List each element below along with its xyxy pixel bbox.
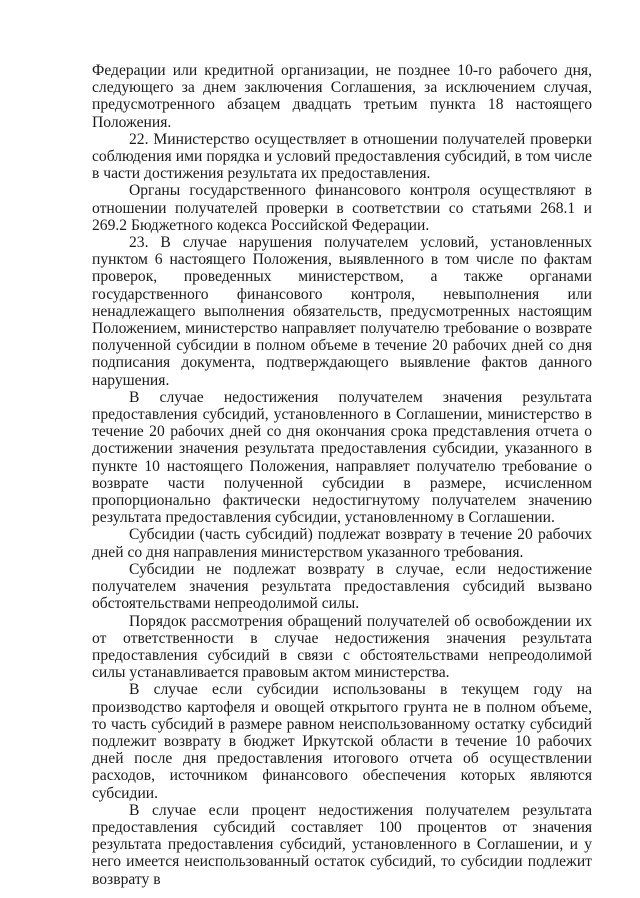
paragraph-continuation: Федерации или кредитной организации, не позднее 10-го рабочего дня, следующего за днем заключения Соглашения, за исключением случая, предусмотренного абзацем двадцать третьим пункта 18 настоящего Положения. [92, 62, 592, 131]
document-page [92, 62, 592, 888]
paragraph-return-term: Субсидии (часть субсидий) подлежат возврату в течение 20 рабочих дней со дня направления министерством указанного требования. [92, 526, 592, 561]
paragraph-financial-control: Органы государственного финансового контроля осуществляют в отношении получателей проверки в соответствии со статьями 268.1 и 269.2 Бюджетного кодекса Российской Федерации. [92, 182, 592, 234]
paragraph-full-non-achievement: В случае если процент недостижения получателем результата предоставления субсидий составляет 100 процентов от значения результата предоставления субсидий, установленного в Соглашении, и у него имеется неиспользованный остаток субсидий, то субсидии подлежит возврату в [92, 801, 592, 888]
paragraph-unused-balance: В случае если субсидии использованы в текущем году на производство картофеля и овощей открытого грунта не в полном объеме, то часть субсидий в размере равном неиспользованному остатку субсидий подлежит возврату в бюджет Иркутской области в течение 10 рабочих дней после дня предоставления итогового отчета об осуществлении расходов, источником финансового обеспечения которых являются субсидии. [92, 681, 592, 802]
paragraph-23: 23. В случае нарушения получателем условий, установленных пунктом 6 настоящего Положения, выявленного в том числе по фактам проверок, проведенных министерством, а также органами государственного финансового контроля, невыполнения или ненадлежащего выполнения обязательств, предусмотренных настоящим Положением, министерство направляет получателю требование о возврате полученной субсидии в полном объеме в течение 20 рабочих дней со дня подписания документа, подтверждающего выявление фактов данного нарушения. [92, 234, 592, 389]
paragraph-result-not-achieved: В случае недостижения получателем значения результата предоставления субсидий, установленного в Соглашении, министерство в течение 20 рабочих дней со дня окончания срока представления отчета о достижении значения результата предоставления субсидии, указанного в пункте 10 настоящего Положения, направляет получателю требование о возврате части полученной субсидии в размере, исчисленном пропорционально фактически недостигнутому получателем значению результата предоставления субсидии, установленному в Соглашении. [92, 388, 592, 527]
paragraph-22: 22. Министерство осуществляет в отношении получателей проверки соблюдения ими порядка и условий предоставления субсидий, в том числе в части достижения результата их предоставления. [92, 130, 592, 183]
paragraph-force-majeure: Субсидии не подлежат возврату в случае, если недостижение получателем значения результата предоставления субсидий вызвано обстоятельствами непреодолимой силы. [92, 560, 592, 613]
paragraph-appeals-procedure: Порядок рассмотрения обращений получателей об освобождении их от ответственности в случае недостижения значения результата предоставления субсидий в связи с обстоятельствами непреодолимой силы устанавливается правовым актом министерства. [92, 612, 592, 682]
